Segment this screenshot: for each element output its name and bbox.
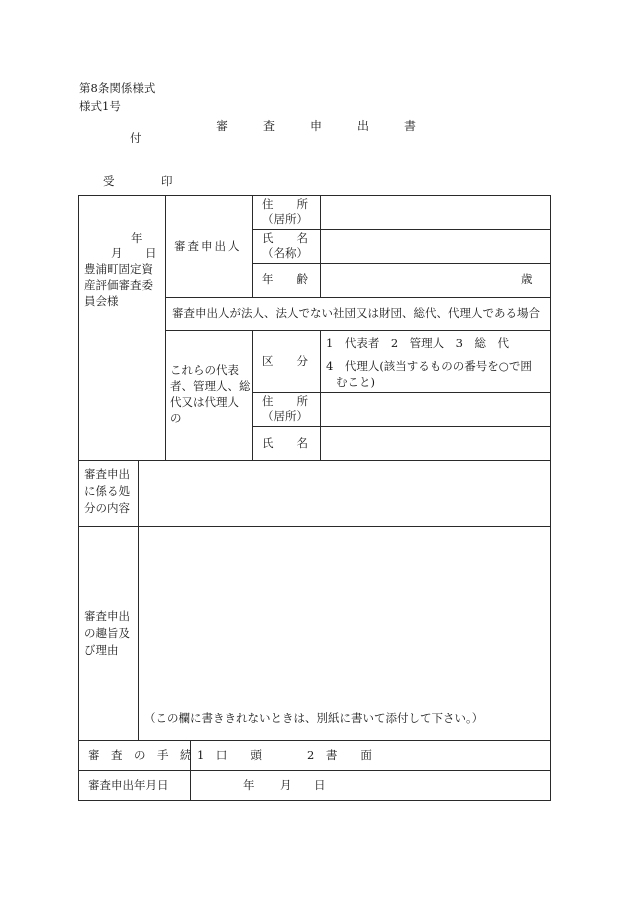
representative-label: 者、管理人、総 xyxy=(170,379,251,393)
reason-field[interactable] xyxy=(139,527,550,707)
category-note: むこと) xyxy=(336,375,375,389)
date-month-label: 月 xyxy=(280,778,292,792)
corporate-note: 審査申出人が法人、法人でない社団又は財団、総代、代理人である場合 xyxy=(172,306,540,320)
reason-label: 審査申出 xyxy=(84,609,130,623)
reason-label: び理由 xyxy=(84,643,119,657)
category-options[interactable]: 1 代表者 2 管理人 3 総 代 xyxy=(326,336,509,350)
representative-name-label: 氏 名 xyxy=(262,436,308,450)
addressee-line: 豊浦町固定資 xyxy=(84,262,153,276)
application-date-field[interactable] xyxy=(191,771,550,800)
left-year-label: 年 xyxy=(131,231,143,245)
category-label: 区 分 xyxy=(262,354,308,368)
form-number: 様式1号 xyxy=(79,99,121,113)
seal-label: 印 xyxy=(161,174,173,188)
applicant-name-label: 氏 名 xyxy=(262,231,308,245)
age-unit: 歳 xyxy=(521,272,533,286)
representative-address-label: 住 所 xyxy=(262,394,308,408)
procedure-option-oral[interactable]: 1 口 頭 xyxy=(197,748,262,762)
applicant-address-sub: （居所） xyxy=(262,212,308,226)
disposition-field[interactable] xyxy=(139,461,550,526)
title-char: 申 xyxy=(310,119,323,133)
disposition-label: に係る処 xyxy=(84,484,130,498)
applicant-age-label: 年 齢 xyxy=(262,272,308,286)
receipt-date-mark: 付 xyxy=(130,131,142,145)
addressee-line: 産評価審査委 xyxy=(84,278,153,292)
procedure-option-written[interactable]: 2 書 面 xyxy=(307,748,372,762)
applicant-age-field[interactable] xyxy=(321,264,550,297)
disposition-label: 審査申出 xyxy=(84,467,130,481)
article-reference: 第8条関係様式 xyxy=(79,81,156,95)
representative-label: これらの代表 xyxy=(170,363,239,377)
reason-note: （この欄に書ききれないときは、別紙に書いて添付して下さい。） xyxy=(144,711,484,725)
title-char: 出 xyxy=(357,119,370,133)
title-char: 審 xyxy=(216,119,229,133)
representative-address-sub: （居所） xyxy=(262,409,308,423)
title-char: 査 xyxy=(263,119,276,133)
application-date-label: 審査申出年月日 xyxy=(88,778,169,792)
applicant-name-field[interactable] xyxy=(321,230,550,263)
representative-name-field[interactable] xyxy=(321,427,550,460)
representative-label: 代又は代理人 xyxy=(170,395,239,409)
date-year-label: 年 xyxy=(243,778,255,792)
left-month-label: 月 xyxy=(111,246,123,260)
reason-label: の趣旨及 xyxy=(84,626,130,640)
category-options[interactable]: 4 代理人(該当するものの番号を○で囲 xyxy=(326,359,532,373)
procedure-label: 審 査 の 手 続 xyxy=(88,748,192,762)
title-char: 書 xyxy=(404,119,417,133)
applicant-address-label: 住 所 xyxy=(262,197,308,211)
left-day-label: 日 xyxy=(145,246,157,260)
applicant-name-sub: （名称） xyxy=(262,246,308,260)
date-day-label: 日 xyxy=(314,778,326,792)
addressee-line: 員会様 xyxy=(84,294,119,308)
applicant-label: 審査申出人 xyxy=(174,239,242,253)
disposition-label: 分の内容 xyxy=(84,501,130,515)
representative-address-field[interactable] xyxy=(321,393,550,426)
applicant-address-field[interactable] xyxy=(321,196,550,229)
representative-label: の xyxy=(170,411,182,425)
receipt-label: 受 xyxy=(103,174,115,188)
